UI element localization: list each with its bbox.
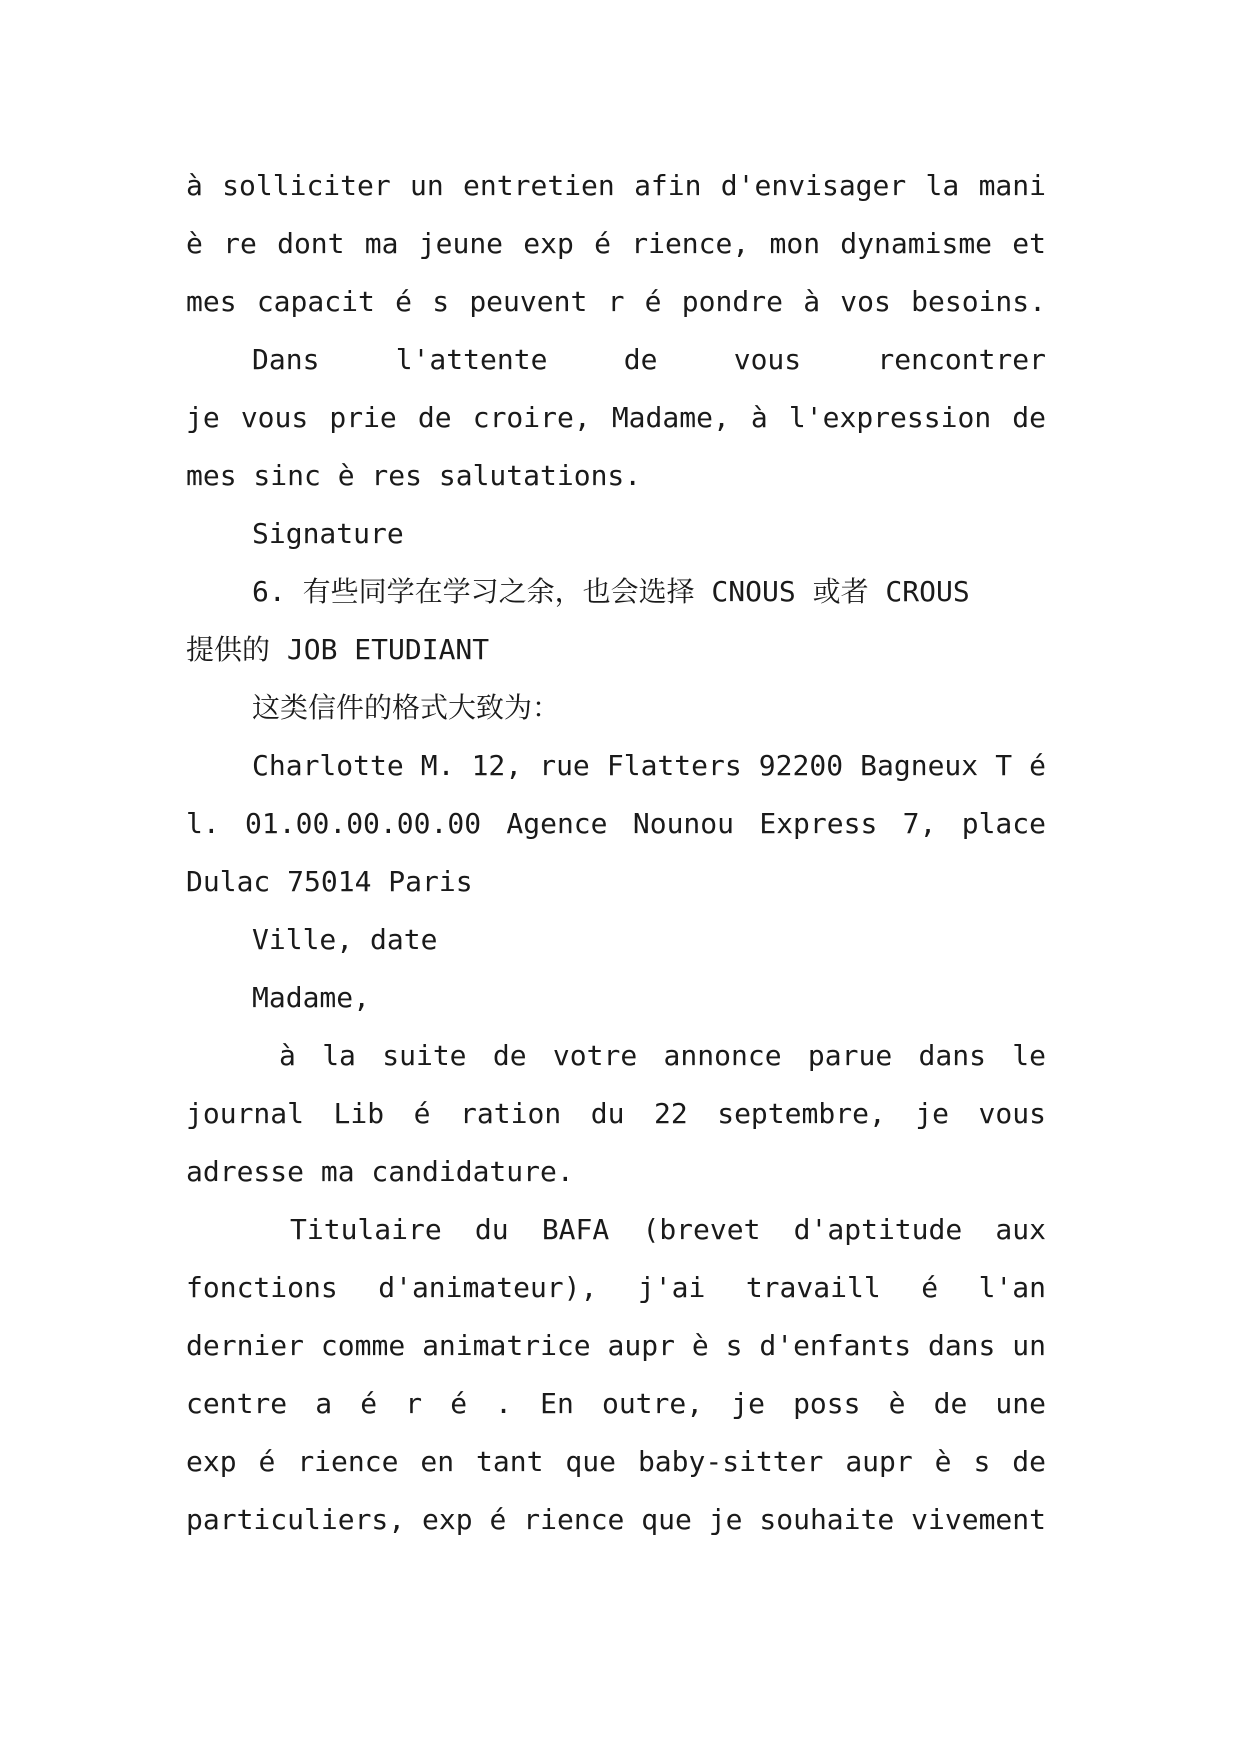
text-line: è re dont ma jeune exp é rience, mon dynamisme et (186, 227, 1046, 260)
recipient-address-line: Dulac 75014 Paris (186, 865, 473, 898)
text-line: fonctions d'animateur), j'ai travaill é l'an (186, 1271, 1046, 1304)
text-line: 提供的 JOB ETUDIANT (186, 633, 490, 666)
text-line: à la suite de votre annonce parue dans le (279, 1039, 1046, 1072)
text-line: 这类信件的格式大致为： (252, 691, 561, 724)
text-line: je vous prie de croire, Madame, à l'expression de (186, 401, 1046, 434)
text-line: à solliciter un entretien afin d'envisager la mani (186, 169, 1046, 202)
salutation-line: Madame, (252, 981, 371, 1014)
sender-address-line: Charlotte M. 12, rue Flatters 92200 Bagneux T é (252, 749, 1046, 782)
text-line: exp é rience en tant que baby-sitter aupr è s de (186, 1445, 1046, 1478)
text-line: Dans l'attente de vous rencontrer (252, 343, 1046, 376)
text-line: journal Lib é ration du 22 septembre, je vous (186, 1097, 1046, 1130)
text-line: particuliers, exp é rience que je souhaite vivement (186, 1503, 1046, 1536)
text-line: mes capacit é s peuvent r é pondre à vos besoins. (186, 285, 1046, 318)
text-line: mes sinc è res salutations. (186, 459, 642, 492)
signature-line: Signature (252, 517, 404, 550)
text-line: Titulaire du BAFA (brevet d'aptitude aux (290, 1213, 1046, 1246)
place-date-line: Ville, date (252, 923, 438, 956)
text-line: centre a é r é . En outre, je poss è de une (186, 1387, 1046, 1420)
text-line: adresse ma candidature. (186, 1155, 574, 1188)
section-heading: 6. 有些同学在学习之余，也会选择 CNOUS 或者 CROUS (252, 575, 970, 608)
text-line: dernier comme animatrice aupr è s d'enfants dans un (186, 1329, 1046, 1362)
recipient-address-line: l. 01.00.00.00.00 Agence Nounou Express 7, place (186, 807, 1046, 840)
